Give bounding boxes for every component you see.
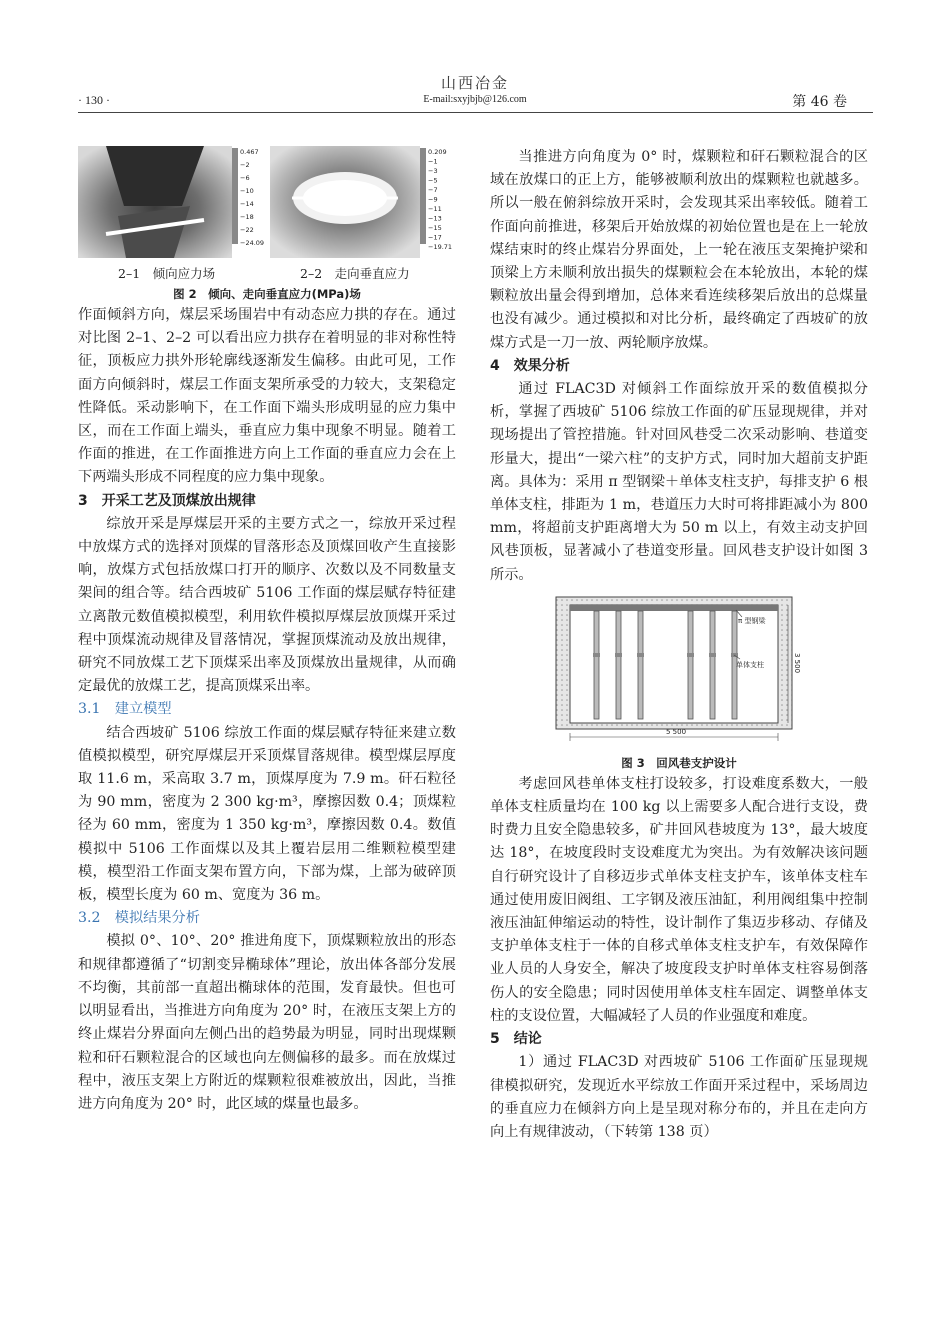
figure-3-caption: 图 3 回风巷支护设计	[621, 755, 737, 770]
section-heading: 5 结论	[490, 1031, 542, 1048]
legend2-label: −9	[428, 195, 438, 204]
legend1-label: −22	[240, 226, 254, 234]
legend2-label: −17	[428, 233, 442, 242]
legend2-label: −19.71	[428, 243, 453, 251]
legend2-label: −13	[428, 214, 442, 223]
volume-label: 第 46 卷	[792, 94, 847, 110]
legend2-label: −1	[428, 157, 438, 166]
legend1-label: −18	[240, 213, 254, 221]
subsection-heading: 3.2 模拟结果分析	[78, 910, 200, 927]
legend1-label: 0.467	[240, 148, 259, 156]
figure-2	[78, 146, 456, 281]
legend2-label: 0.209	[428, 148, 447, 156]
header-rule	[78, 112, 873, 113]
section-heading: 3 开采工艺及顶煤放出规律	[78, 492, 256, 509]
paragraph: 通过 FLAC3D 对倾斜工作面综放开采的数值模拟分析，掌握了西坡矿 5106 综放工作面的矿压显现规律，并对现场提出了管控措施。针对回风巷受二次采动影响、巷道变形量大，提出“一梁六柱”的支护方式，同时加大超前支护距离。具体为：采用 π 型钢梁＋单体支柱支护，每排支护 6 根单体支柱，排距为 1 m，巷道压力大时可将排距减小为 800 mm，将超前支护距离增大为 50 m 以上，有效主动支护回风巷顶板，显著减小了巷道变形量。回风巷支护设计如图 3 所示。	[490, 381, 868, 583]
legend2-label: −15	[428, 224, 442, 232]
figure-2-subcaption-1: 2–1 倾向应力场	[118, 266, 216, 281]
stress-field-dip-image	[78, 146, 268, 258]
journal-title: 山西冶金	[440, 74, 509, 92]
journal-email: E-mail:sxyjbjb@126.com	[423, 94, 527, 105]
figure-3	[490, 593, 868, 753]
prop-label: 单体支柱	[736, 660, 764, 669]
paragraph: 结合西坡矿 5106 综放工作面的煤层赋存特征来建立数值模拟模型，研究厚煤层开采顶煤冒落规律。模型煤层厚度取 11.6 m，采高取 3.7 m，顶煤厚度为 7.9 m。矸石粒径为 90 mm，密度为 2 300 kg·m³，摩擦因数 0.4；顶煤粒径为 60 mm，密度为 1 350 kg·m³，摩擦因数 0.4。数值模拟中 5106 工作面煤以及其上覆岩层用二维颗粒模型建模，模型沿工作面支架布置方向，下部为煤，上部为破碎顶板，模型长度为 60 m、宽度为 36 m。	[78, 724, 456, 904]
paragraph: 综放开采是厚煤层开采的主要方式之一，综放开采过程中放煤方式的选择对顶煤的冒落形态及顶煤回收产生直接影响，放煤方式包括放煤口打开的顺序、次数以及不同数量支架间的组合等。结合西坡矿 5106 工作面的煤层赋存特征建立离散元数值模拟模型，利用软件模拟厚煤层放顶煤开采过程中顶煤流动规律及冒落情况，掌握顶煤流动及放出规律，研究不同放煤工艺下顶煤采出率及顶煤放出量规律，从而确定最优的放煤工艺，提高顶煤采出率。	[78, 515, 456, 695]
left-column	[78, 146, 456, 1116]
subsection-heading: 3.1 建立模型	[78, 701, 172, 718]
beam-label: π 型钢梁	[738, 616, 766, 625]
paragraph: 作面倾斜方向，煤层采场围岩中有动态应力拱的存在。通过对比图 2–1、2–2 可以看出应力拱存在着明显的非对称性特征，顶板应力拱外形轮廓线逐渐发生偏移。由此可见，工作面方向倾斜时，煤层工作面支架所承受的力较大，支架稳定性降低。采动影响下，在工作面下端头形成明显的应力集中区，而在工作面上端头，垂直应力集中现象不明显。随着工作面的推进，在工作面推进方向上工作面的垂直应力会在上下两端头形成不同程度的应力集中现象。	[78, 307, 456, 486]
paragraph: 1）通过 FLAC3D 对西坡矿 5106 工作面矿压显现规律模拟研究，发现近水平综放工作面开采过程中，采场周边的垂直应力在倾斜方向上是呈现对称分布的，并且在走向方向上有规律波动，（下转第 138 页）	[490, 1054, 868, 1140]
stress-field-strike-image	[270, 146, 456, 258]
paragraph: 当推进方向角度为 0° 时，煤颗粒和矸石颗粒混合的区域在放煤口的正上方，能够被顺利放出的煤颗粒也就越多。所以一般在俯斜综放开采时，会发现其采出率较低。随着工作面向前推进，移架后开始放煤的初始位置也是在上一轮放煤结束时的终止煤岩分界面处，上一轮在液压支架掩护梁和顶梁上方未顺利放出损失的煤颗粒会在本轮放出，本轮的煤颗粒放出量会得到增加，总体来看连续移架后放出的总煤量也没有减少。通过模拟和对比分析，最终确定了西坡矿的放煤方式是一刀一放、两轮顺序放煤。	[490, 149, 868, 351]
section-heading: 4 效果分析	[490, 357, 570, 374]
legend1-label: −6	[240, 174, 250, 182]
legend1-label: −10	[240, 187, 254, 195]
right-column	[490, 146, 868, 1144]
legend1-label: −24.09	[240, 239, 265, 247]
paragraph: 考虑回风巷单体支柱打设较多，打设难度系数大，一般单体支柱质量均在 100 kg 以上需要多人配合进行支设，费时费力且安全隐患较多，矿井回风巷坡度为 13°，最大坡度达 18°，在坡度段时支设难度尤为突出。为有效解决该问题自行研究设计了自移迈步式单体支柱支护车，该单体支柱车通过使用废旧阀组、工字钢及液压油缸，利用阀组集中控制液压油缸伸缩运动的特性，设计制作了集迈步移动、存储及支护单体支柱于一体的自移式单体支柱支护车，有效保障作业人员的人身安全，解决了坡度段支护时单体支柱容易倒落伤人的安全隐患；同时因使用单体支柱车固定、调整单体支柱的支设位置，大幅减轻了人员的作业强度和难度。	[490, 775, 868, 1024]
figure-2-caption: 图 2 倾向、走向垂直应力(MPa)场	[173, 287, 361, 301]
legend2-label: −5	[428, 176, 438, 185]
legend2-label: −11	[428, 205, 442, 213]
roadway-support-diagram	[490, 593, 868, 749]
page-number: · 130 ·	[78, 93, 110, 107]
width-dimension: 5 500	[666, 727, 687, 736]
legend1-label: −14	[240, 200, 254, 208]
figure-2-subcaption-2: 2–2 走向垂直应力	[300, 266, 410, 281]
legend2-label: −3	[428, 167, 438, 175]
legend1-label: −2	[240, 161, 250, 169]
legend2-label: −7	[428, 186, 438, 194]
height-dimension: 3 500	[793, 652, 801, 673]
paragraph: 模拟 0°、10°、20° 推进角度下，顶煤颗粒放出的形态和规律都遵循了“切割变异椭球体”理论，放出体各部分发展不均衡，其前部一直超出椭球体的范围，发育最快。但也可以明显看出，当推进方向角度为 20° 时，在液压支架上方的终止煤岩分界面向左侧凸出的趋势最为明显，同时出现煤颗粒和矸石颗粒混合的区域也向左侧偏移的最多。而在放煤过程中，液压支架上方附近的煤颗粒很难被放出，因此，当推进方向角度为 20° 时，此区域的煤量也最多。	[78, 933, 456, 1112]
